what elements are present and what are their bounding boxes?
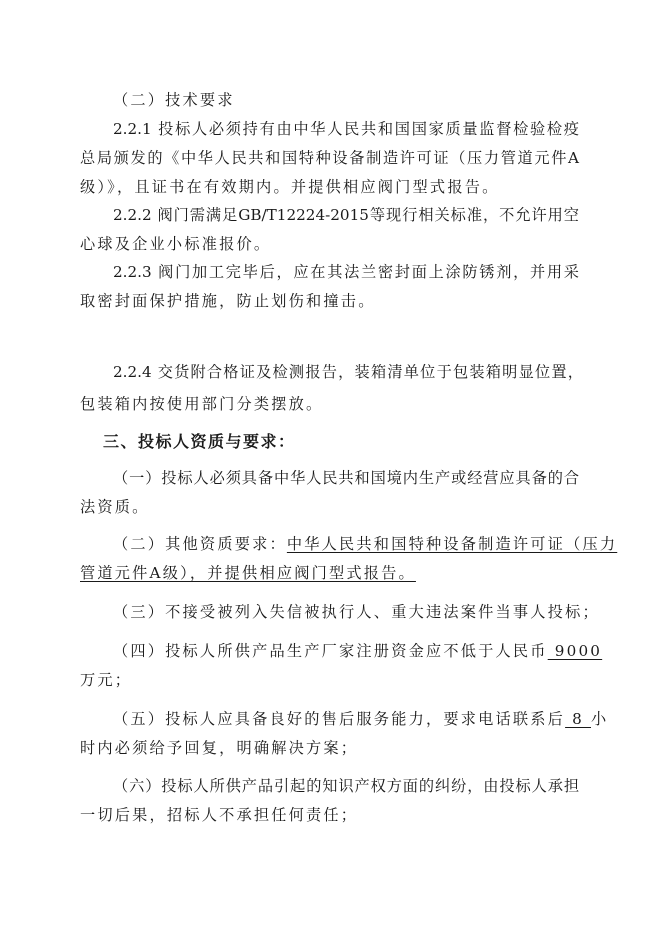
qualification-5-line-1: [113, 707, 609, 731]
paragraph-2-2-2-line-1: 2.2.2 阀门需满足GB/T12224-2015等现行相关标准，不允许用空: [113, 206, 579, 224]
registered-capital-amount: 9000: [547, 642, 603, 660]
paragraph-2-2-4-line-2: 包装箱内按使用部门分类摆放。: [80, 395, 324, 413]
paragraph-2-2-3-line-2: 取密封面保护措施，防止划伤和撞击。: [80, 292, 376, 310]
qualification-4-line-1: [113, 639, 603, 663]
paragraph-2-2-1-line-1: 2.2.1 投标人必须持有由中华人民共和国国家质量监督检验检疫: [113, 120, 579, 138]
response-hours: 8: [565, 710, 591, 728]
qualification-6-line-1: （六）投标人所供产品引起的知识产权方面的纠纷，由投标人承担: [113, 777, 579, 795]
qualification-2-line-2: [80, 561, 580, 585]
paragraph-2-2-1-line-2: 总局颁发的《中华人民共和国特种设备制造许可证（压力管道元件A: [80, 149, 579, 167]
qualification-4-prefix: （四）投标人所供产品生产厂家注册资金应不低于人民币: [113, 642, 548, 660]
qualification-5-prefix: （五）投标人应具备良好的售后服务能力，要求电话联系后: [113, 710, 566, 728]
qualification-1-line-2: 法资质。: [80, 498, 150, 516]
qualification-2-underlined-2: 管道元件A级），并提供相应阀门型式报告。: [80, 564, 416, 582]
paragraph-2-2-2-line-2: 心球及企业小标准报价。: [80, 235, 272, 253]
qualification-5-line-2: 时内必须给予回复，明确解决方案；: [80, 739, 359, 757]
qualification-2-prefix: （二）其他资质要求：: [113, 535, 287, 553]
paragraph-2-2-1-line-3: 级）》，且证书在有效期内。并提供相应阀门型式报告。: [80, 178, 500, 196]
section-heading-tech: （二）技术要求: [113, 91, 235, 109]
qualification-1-line-1: （一）投标人必须具备中华人民共和国境内生产或经营应具备的合: [113, 469, 579, 487]
paragraph-2-2-3-line-1: 2.2.3 阀门加工完毕后，应在其法兰密封面上涂防锈剂，并用采: [113, 263, 579, 281]
qualification-4-line-2: 万元；: [80, 671, 133, 689]
qualification-6-line-2: 一切后果，招标人不承担任何责任；: [80, 806, 359, 824]
qualification-2-line-1: [113, 532, 618, 556]
paragraph-2-2-4-line-1: 2.2.4 交货附合格证及检测报告，装箱清单位于包装箱明显位置，: [113, 363, 583, 381]
section-heading-qualification: 三、投标人资质与要求：: [103, 432, 296, 451]
qualification-3-line-1: （三）不接受被列入失信被执行人、重大违法案件当事人投标；: [113, 603, 600, 621]
qualification-5-suffix: 小: [591, 710, 609, 728]
qualification-2-underlined-1: 中华人民共和国特种设备制造许可证（压力: [286, 535, 618, 553]
